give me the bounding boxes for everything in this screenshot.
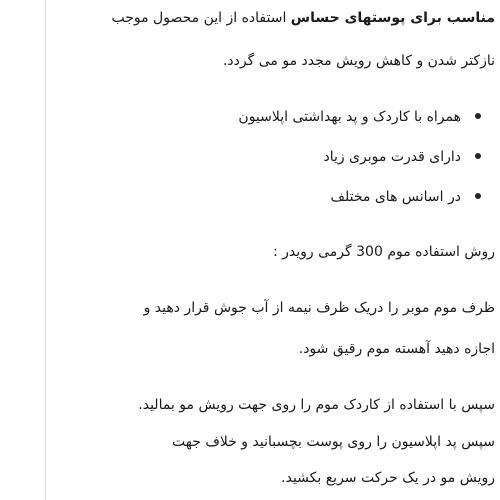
step2-line-2: سپس پد اپلاسیون را روی پوست بچسبانید و خلاف جهت: [172, 434, 495, 450]
usage-heading: روش استفاده موم 300 گرمی رویدر :: [272, 244, 495, 260]
feature-item: [55, 147, 495, 167]
intro-line-1: [55, 8, 495, 28]
intro-bold-text: مناسب برای پوستهای حساس: [290, 10, 495, 26]
step1-line-2: اجازه دهید آهسته موم رقیق شود.: [298, 341, 495, 357]
feature-text: همراه با کاردک و پد بهداشتی اپلاسیون: [238, 109, 461, 125]
left-border-line: [45, 0, 46, 500]
step2-line-1: سپس با استفاده از کاردک موم را روی جهت رویش مو بمالید.: [138, 397, 495, 413]
product-description: [55, 0, 495, 500]
intro-line-2: نازکتر شدن و کاهش رویش مجدد مو می گردد.: [222, 53, 495, 69]
bullet-icon: [475, 113, 481, 119]
feature-text: دارای قدرت موبری زیاد: [323, 149, 461, 165]
bullet-icon: [475, 193, 481, 199]
feature-text: در اسانس های مختلف: [330, 189, 461, 205]
feature-item: [55, 187, 495, 207]
step1-line-1: ظرف موم موبر را دریک ظرف نیمه از آب جوش قرار دهید و: [143, 300, 495, 316]
step2-line-3: رویش مو در یک حرکت سریع بکشید.: [281, 470, 495, 486]
bullet-icon: [475, 153, 481, 159]
feature-item: [55, 107, 495, 127]
intro-text: استفاده از این محصول موجب: [111, 10, 291, 26]
